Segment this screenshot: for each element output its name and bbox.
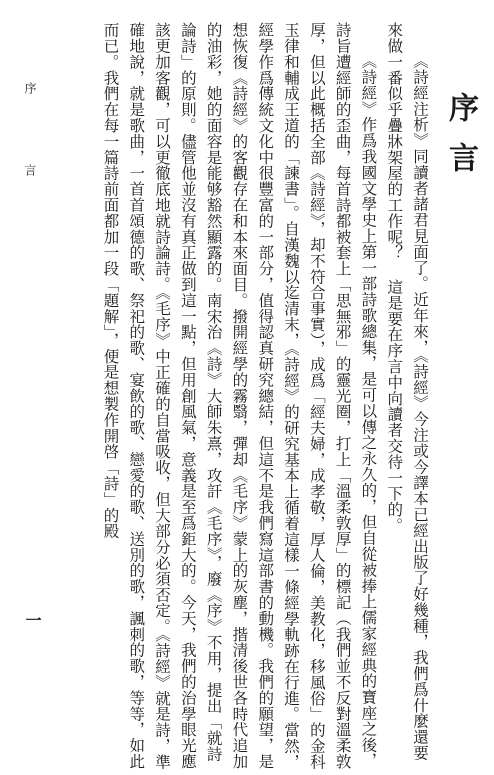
running-header: 序 言 bbox=[23, 82, 37, 204]
paragraph-1-end: 要來做一番似乎疊牀架屋的工作呢？ 這是要在序言中向讀者交待一下的。 bbox=[385, 22, 429, 761]
paragraph-1 bbox=[380, 22, 432, 770]
paragraph-1-lead: 《詩經注析》同讀者諸君見面了。近年來，《詩經》今注或今譯本已經出版了好幾種，我們爲什麼還 bbox=[411, 53, 429, 745]
page-title: 序言 bbox=[443, 92, 478, 192]
body-text bbox=[52, 22, 432, 770]
paragraph-2: 《詩經》作爲我國文學史上第一部詩歌總集，是可以傳之永久的，但自從被捧上儒家經典的寶座之後，詩旨遭經師的歪曲，每首詩都被套上「思無邪」的靈光圈，打上「溫柔敦厚」的標記（我們並不反對溫柔敦厚，但以此概括全部《詩經》，却不符合事實），成爲「經夫婦，成孝敬，厚人倫，美教化，移風俗」的金科玉律和輔成王道的「諫書」。自漢魏以迄清末，《詩經》的研究基本上循着這樣一條經學軌跡在行進。當然，經學作爲傳統文化中很豐富的一部分，值得認真研究總結，但這不是我們寫這部書的動機。我們的願望，是想恢復《詩經》的客觀存在和本來面目。撥開經學的霧翳，彈却《毛序》蒙上的灰塵，揩清後世各時代追加的油彩，她的面容是能够豁然顯露的。南宋治《詩》大師朱熹，攻訐《毛序》，廢《序》不用，提出「就詩論詩」的原則。儘管他並沒有真正做到這一點，但用創風氣，意義是至爲鉅大的。今天，我們的治學眼光應該更加客觀，可以更徹底地就詩論詩。《毛序》中正確的自當吸收，但大部分必須否定。《詩經》就是詩，準確地說，就是歌曲，一首首頌德的歌、祭祀的歌、宴飲的歌、戀愛的歌、送別的歌，諷刺的歌，等等，如此而已。我們在每一篇詩前面都加一段「題解」，便是想製作開啓「詩」的殿 bbox=[101, 22, 378, 770]
page-number: 一 bbox=[23, 612, 42, 628]
